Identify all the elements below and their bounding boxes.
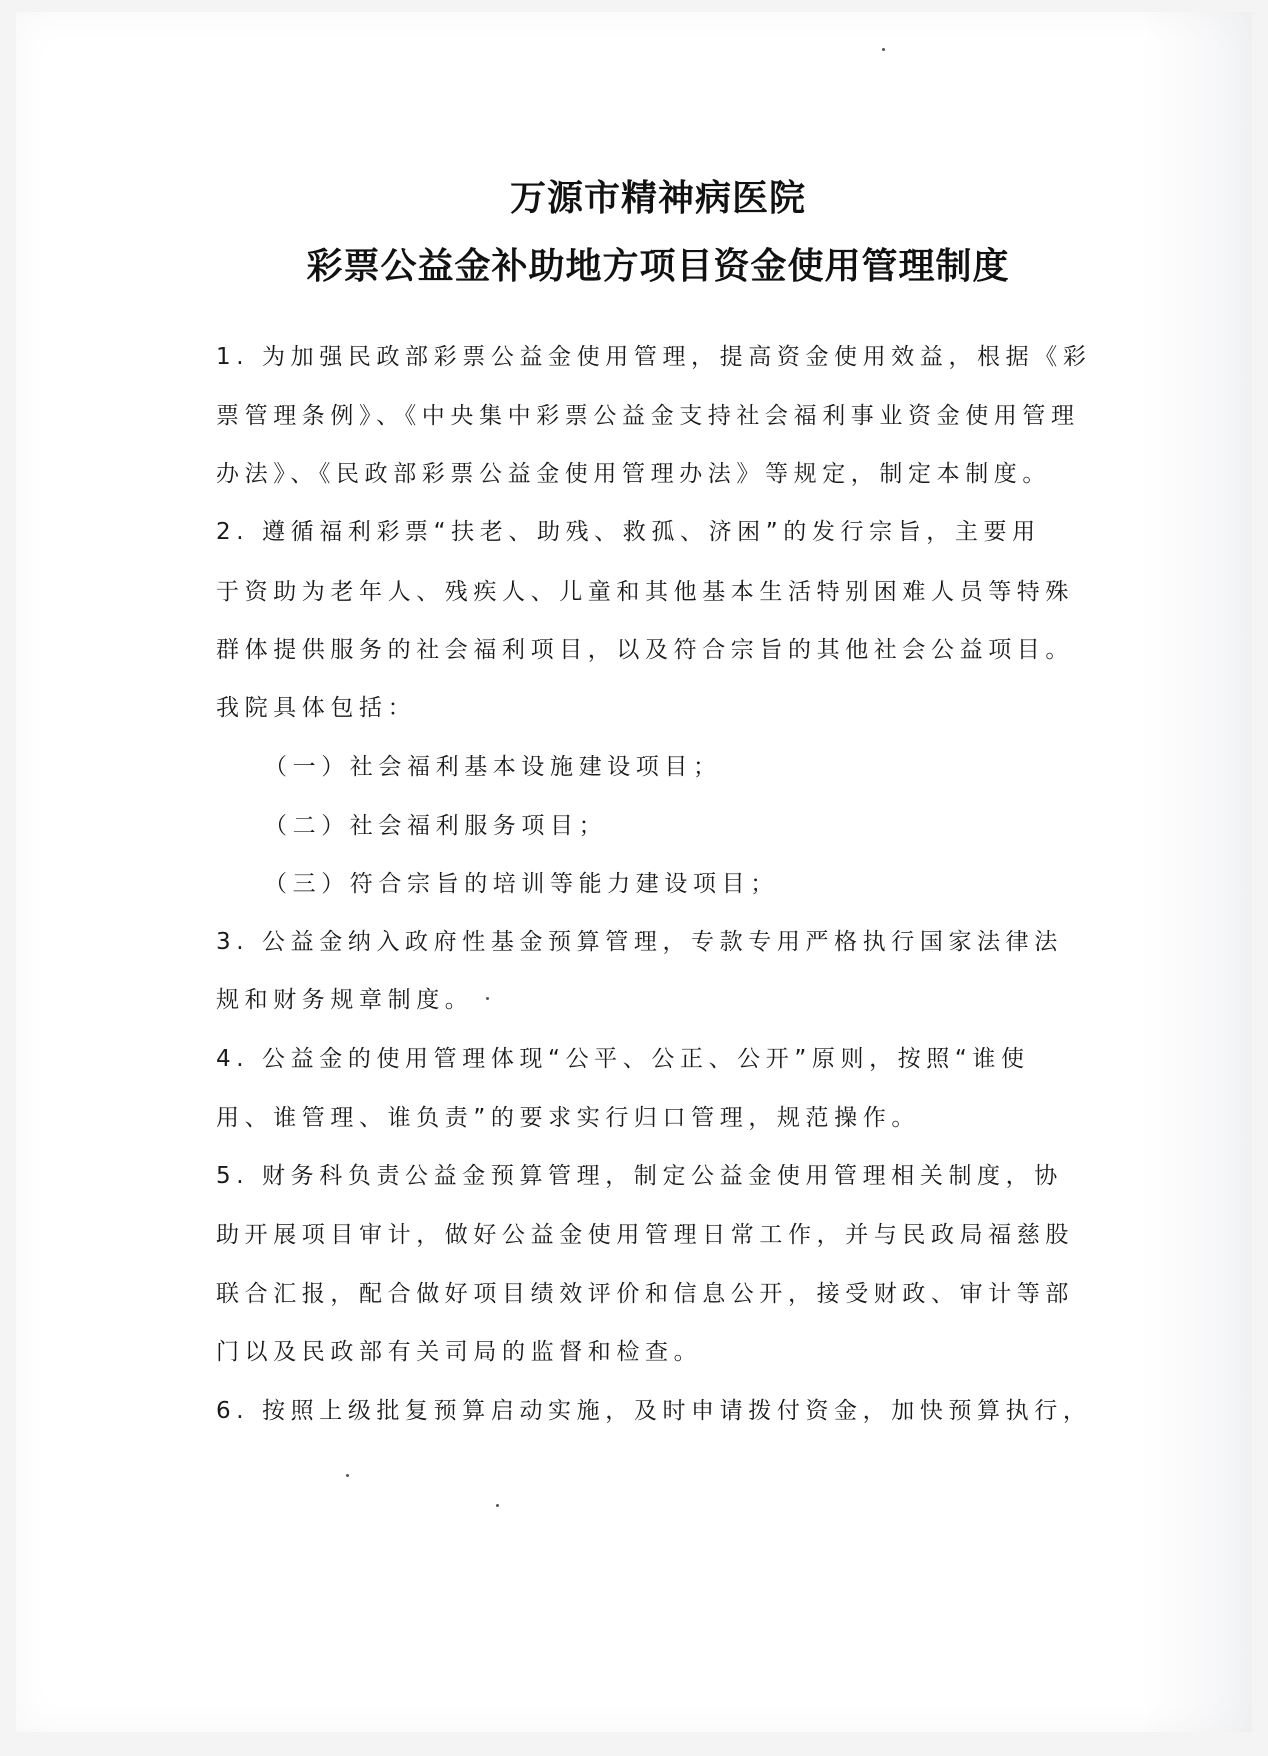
- paragraph-line: 6. 按照上级批复预算启动实施，及时申请拨付资金，加快预算执行，: [216, 1398, 1092, 1424]
- document-title-regulation: 彩票公益金补助地方项目资金使用管理制度: [306, 246, 1010, 287]
- scan-speck: [496, 1504, 499, 1507]
- paragraph-line: 2. 遵循福利彩票“扶老、助残、救孤、济困”的发行宗旨，主要用: [216, 519, 1041, 545]
- paragraph-line: 票管理条例》、《中央集中彩票公益金支持社会福利事业资金使用管理: [216, 403, 1080, 429]
- list-item: （三）符合宗旨的培训等能力建设项目；: [264, 871, 779, 897]
- paragraph-line: 门以及民政部有关司局的监督和检查。: [216, 1339, 703, 1365]
- paragraph-line: 于资助为老年人、残疾人、儿童和其他基本生活特别困难人员等特殊: [216, 579, 1074, 605]
- paragraph-line: 规和财务规章制度。: [216, 987, 474, 1013]
- list-item: （一）社会福利基本设施建设项目；: [264, 754, 722, 780]
- paragraph-line: 群体提供服务的社会福利项目，以及符合宗旨的其他社会公益项目。: [216, 637, 1074, 663]
- paragraph-line: 我院具体包括：: [216, 695, 417, 721]
- paragraph-line: 联合汇报，配合做好项目绩效评价和信息公开，接受财政、审计等部: [216, 1281, 1074, 1307]
- paragraph-line: 4. 公益金的使用管理体现“公平、公正、公开”原则，按照“谁使: [216, 1046, 1030, 1072]
- paragraph-line: 1. 为加强民政部彩票公益金使用管理，提高资金使用效益，根据《彩: [216, 344, 1092, 370]
- document-title-hospital: 万源市精神病医院: [509, 178, 806, 219]
- paragraph-line: 3. 公益金纳入政府性基金预算管理，专款专用严格执行国家法律法: [216, 929, 1063, 955]
- scan-speck: [882, 48, 885, 51]
- scan-speck: [346, 1474, 349, 1477]
- document-page: [16, 12, 1252, 1732]
- paragraph-line: 5. 财务科负责公益金预算管理，制定公益金使用管理相关制度，协: [216, 1163, 1063, 1189]
- paragraph-line: 用、谁管理、谁负责”的要求实行归口管理，规范操作。: [216, 1105, 920, 1131]
- list-item: （二）社会福利服务项目；: [264, 813, 608, 839]
- paragraph-line: 办法》、《民政部彩票公益金使用管理办法》等规定，制定本制度。: [216, 461, 1051, 487]
- scan-speck: [486, 997, 489, 1000]
- paragraph-line: 助开展项目审计，做好公益金使用管理日常工作，并与民政局福慈股: [216, 1222, 1074, 1248]
